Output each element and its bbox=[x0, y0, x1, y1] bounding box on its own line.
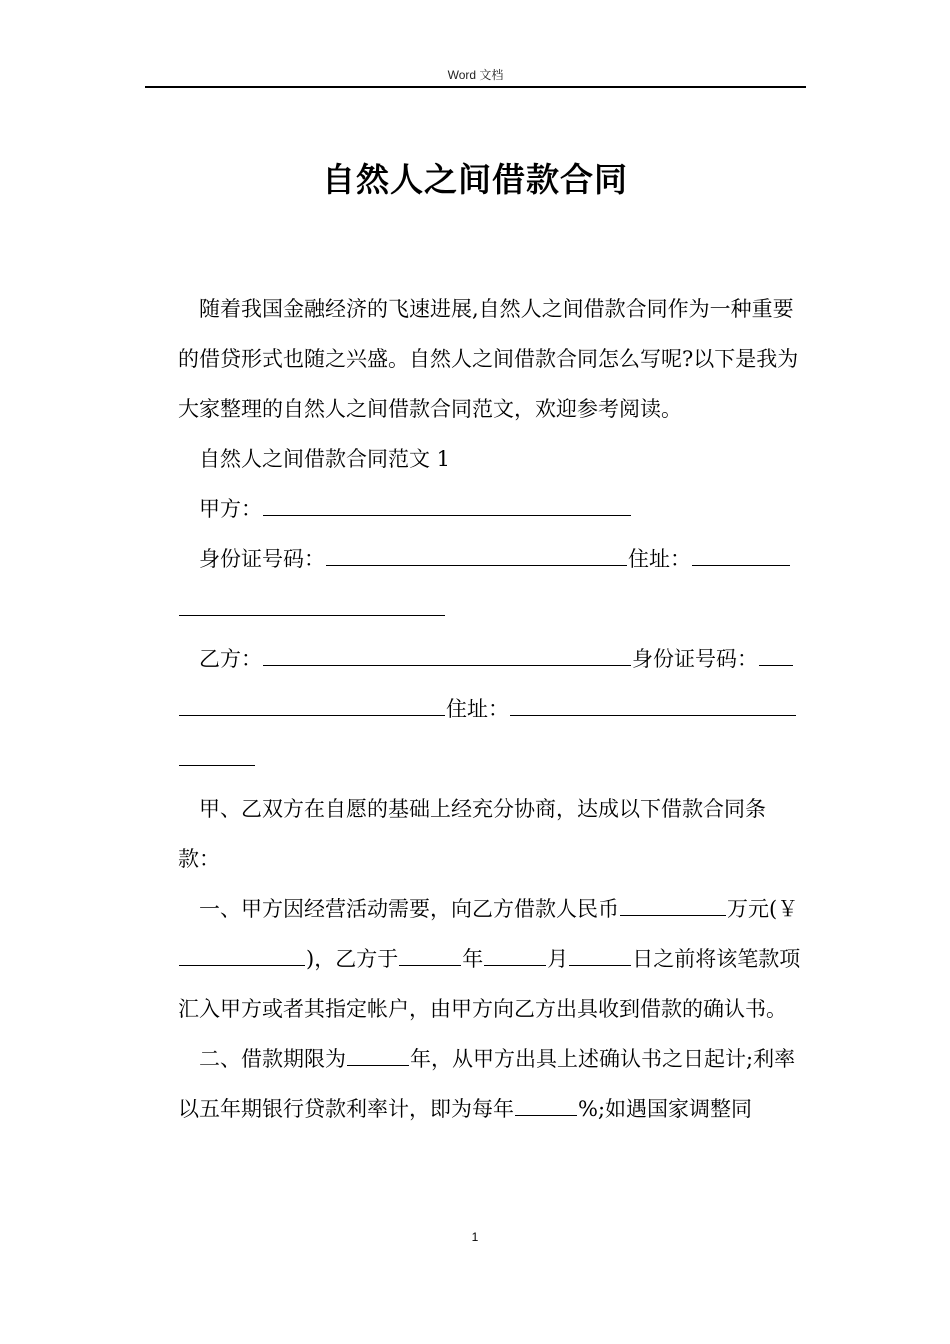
party-a-label: 甲方： bbox=[199, 497, 262, 521]
intro-paragraph: 随着我国金融经济的飞速进展,自然人之间借款合同作为一种重要的借贷形式也随之兴盛。自然人之间借款合同怎么写呢?以下是我为大家整理的自然人之间借款合同范文，欢迎参考阅读。 bbox=[178, 297, 799, 421]
header-divider bbox=[145, 86, 806, 88]
clause-2-text-c: %;如遇国家调整同 bbox=[578, 1097, 753, 1121]
party-a-name-blank bbox=[263, 514, 631, 516]
agreement-paragraph: 甲、乙双方在自愿的基础上经充分协商，达成以下借款合同条款： bbox=[178, 797, 766, 871]
term-years-blank bbox=[347, 1064, 409, 1066]
page-number: 1 bbox=[471, 1230, 479, 1244]
party-b-name-blank bbox=[263, 664, 631, 666]
party-a-address-label: 住址： bbox=[628, 547, 691, 571]
party-b-address-label: 住址： bbox=[446, 697, 509, 721]
interest-rate-blank bbox=[515, 1114, 577, 1116]
clause-1-text-f: 月 bbox=[547, 947, 569, 971]
document-title: 自然人之间借款合同 bbox=[322, 160, 628, 199]
clause-1-text-d: )，乙方于 bbox=[306, 947, 399, 971]
party-b-name-line bbox=[178, 634, 804, 784]
clause-1-text-b: 万元 bbox=[727, 897, 769, 921]
document-body bbox=[178, 284, 804, 1134]
section-title: 自然人之间借款合同范文 1 bbox=[199, 447, 451, 471]
amount-figure-blank bbox=[179, 964, 305, 966]
clause-1-text-c: (￥ bbox=[769, 897, 799, 921]
clause-1-text-g: 日之前将该笔款项汇入甲方或者其指定帐户，由甲方向乙方出具收到借款的确认书。 bbox=[178, 947, 801, 1021]
party-a-id-blank bbox=[326, 564, 627, 566]
party-b-id-blank bbox=[759, 664, 793, 666]
clause-1-text-e: 年 bbox=[462, 947, 484, 971]
party-b-address-blank-cont bbox=[179, 764, 255, 766]
clause-1-text-a: 一、甲方因经营活动需要，向乙方借款人民币 bbox=[199, 897, 619, 921]
party-b-address-blank bbox=[510, 714, 796, 716]
clause-2-text-a: 二、借款期限为 bbox=[199, 1047, 346, 1071]
clause-2-text-b: 年，从甲方出具上述确认书之日起计;利率以五年期银行贷款利率计，即为每年 bbox=[178, 1047, 796, 1121]
party-a-id-label: 身份证号码： bbox=[199, 547, 325, 571]
month-blank bbox=[484, 964, 546, 966]
clause-2 bbox=[178, 1034, 804, 1134]
page-header: Word 文档 bbox=[447, 68, 504, 82]
day-blank bbox=[569, 964, 631, 966]
party-a-id-address-line bbox=[178, 534, 804, 634]
party-a-address-blank-cont bbox=[179, 614, 445, 616]
amount-blank bbox=[620, 914, 726, 916]
party-b-label: 乙方： bbox=[199, 647, 262, 671]
year-blank bbox=[399, 964, 461, 966]
clause-1 bbox=[178, 884, 804, 1034]
party-b-id-label: 身份证号码： bbox=[632, 647, 758, 671]
party-a-address-blank bbox=[692, 564, 790, 566]
party-a-name-line bbox=[178, 484, 804, 534]
party-b-id-blank-cont bbox=[179, 714, 445, 716]
